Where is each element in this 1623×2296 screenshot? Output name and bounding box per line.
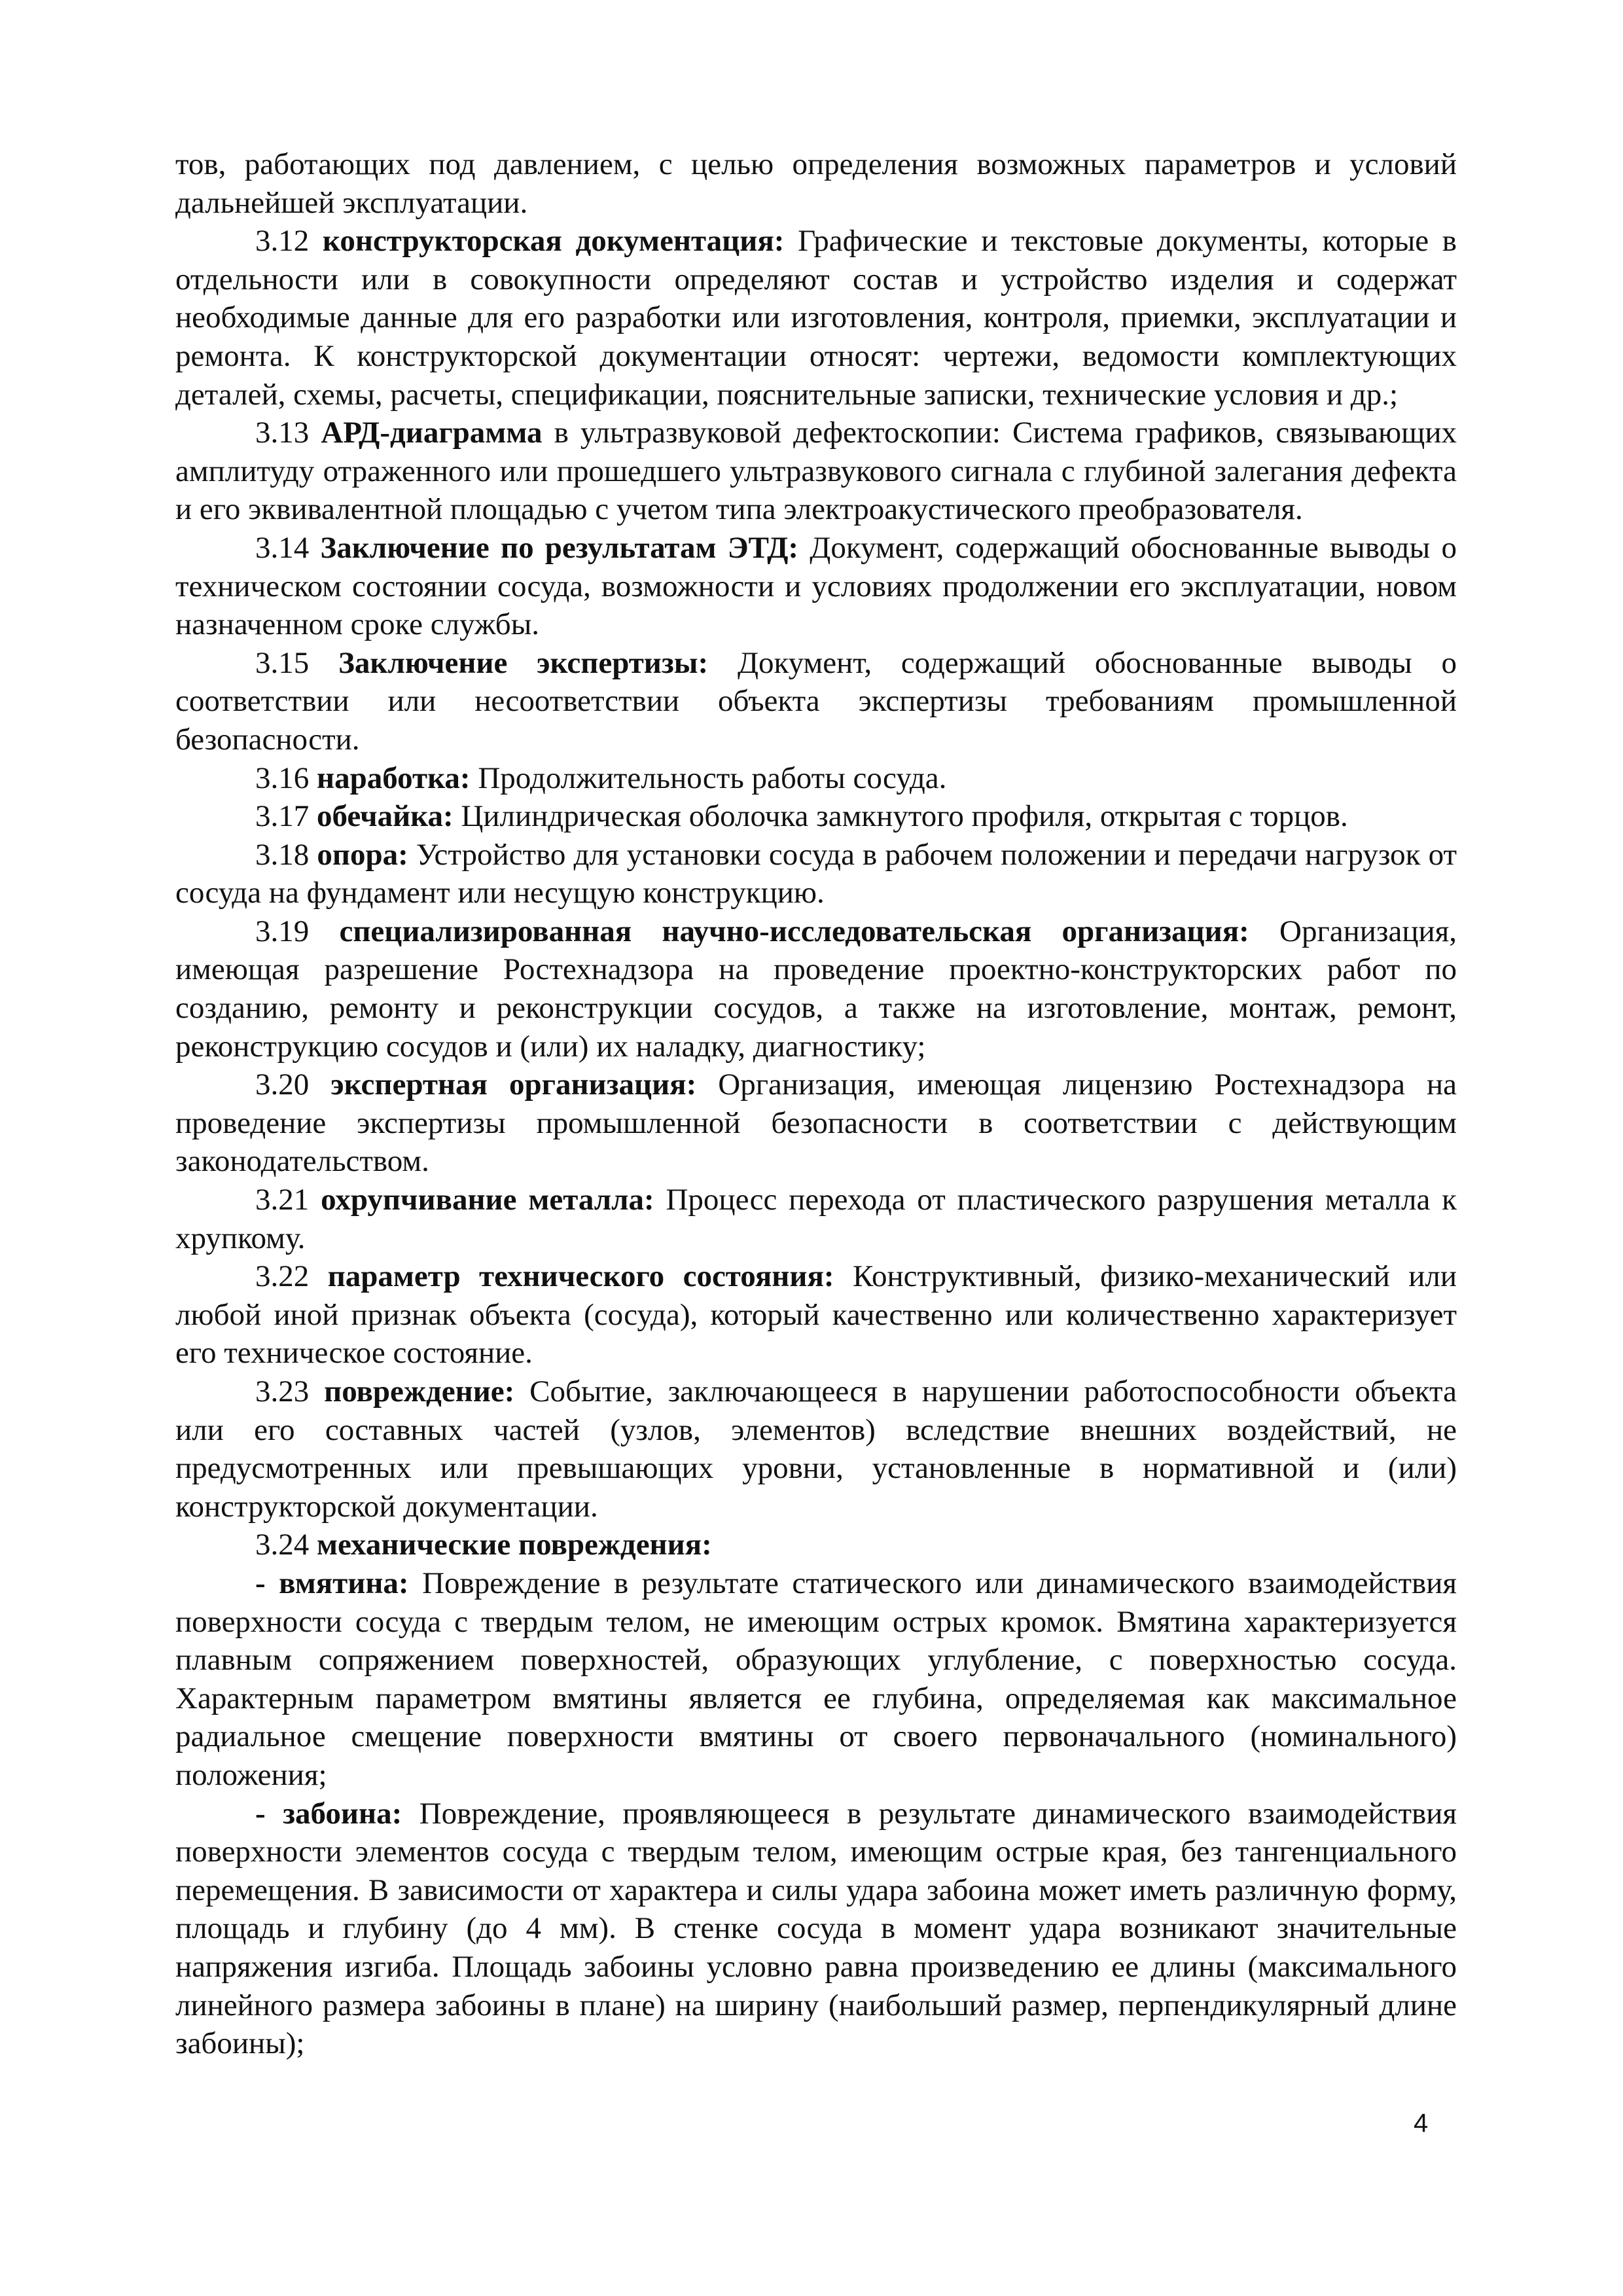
item-number: 3.22: [255, 1259, 328, 1294]
item-text: Документ, содержащий обоснованные выводы о соответствии или несоответствии объекта экспертизы требованиям промышленной безопасности.: [175, 645, 1457, 757]
document-body: [175, 145, 1457, 2063]
definition-3-21: [175, 1181, 1457, 1257]
definition-3-20: [175, 1066, 1457, 1181]
subdefinition-nick: [175, 1795, 1457, 2063]
item-text: Цилиндрическая оболочка замкнутого профиля, открытая с торцов.: [453, 799, 1348, 834]
item-text: Процесс перехода от пластического разрушения металла к хрупкому.: [175, 1183, 1457, 1255]
item-term: Заключение по результатам ЭТД:: [320, 530, 799, 565]
definition-3-23: [175, 1372, 1457, 1526]
item-number: 3.17: [255, 799, 317, 834]
item-number: 3.16: [255, 761, 317, 795]
item-term: Заключение экспертизы:: [338, 645, 709, 680]
definition-3-15: [175, 644, 1457, 759]
item-term: конструкторская документация:: [322, 224, 785, 259]
item-text: Организация, имеющая разрешение Ростехнадзора на проведение проектно-конструкторских работ по созданию, ремонту и реконструкции сосудов, а также на изготовление, монтаж, ремонт, реконструкцию сосудов и (или) их наладку, диагностику;: [175, 914, 1457, 1064]
definition-3-18: [175, 836, 1457, 912]
item-number: 3.14: [255, 530, 321, 565]
item-number: 3.23: [255, 1374, 325, 1408]
definition-3-24: [175, 1526, 1457, 1564]
definition-3-12: [175, 222, 1457, 414]
item-text: Устройство для установки сосуда в рабочем положении и передачи нагрузок от сосуда на фундамент или несущую конструкцию.: [175, 837, 1457, 910]
item-term: АРД-диаграмма: [321, 416, 543, 450]
definition-3-22: [175, 1257, 1457, 1372]
intro-paragraph: тов, работающих под давлением, с целью определения возможных параметров и условий дальнейшей эксплуатации.: [175, 147, 1457, 220]
item-term: экспертная организация:: [330, 1067, 697, 1102]
definition-3-13: [175, 414, 1457, 529]
subdefinition-dent: [175, 1564, 1457, 1795]
item-term: механические повреждения:: [317, 1528, 712, 1562]
item-number: 3.21: [255, 1183, 321, 1217]
page-number: 4: [1414, 2109, 1429, 2138]
subitem-term: - вмятина:: [255, 1566, 409, 1600]
item-term: опора:: [317, 837, 408, 872]
item-term: охрупчивание металла:: [321, 1183, 654, 1217]
item-text: Продолжительность работы сосуда.: [470, 761, 947, 795]
subitem-term: - забоина:: [255, 1796, 402, 1831]
item-number: 3.20: [255, 1067, 331, 1102]
definition-3-19: [175, 912, 1457, 1066]
item-number: 3.24: [255, 1528, 317, 1562]
item-term: повреждение:: [324, 1374, 515, 1408]
item-text: Документ, содержащий обоснованные выводы о техническом состоянии сосуда, возможности и условиях продолжении его эксплуатации, новом назначенном сроке службы.: [175, 530, 1457, 642]
subitem-text: Повреждение в результате статического или динамического взаимодействия поверхности сосуда с твердым телом, не имеющим острых кромок. Вмятина характеризуется плавным сопряжением поверхностей, образующих углубление, с поверхностью сосуда. Характерным параметром вмятины является ее глубина, определяемая как максимальное радиальное смещение поверхности вмятины от своего первоначального (номинального) положения;: [175, 1566, 1457, 1792]
item-term: специализированная научно-исследовательская организация:: [339, 914, 1249, 948]
subitem-text: Повреждение, проявляющееся в результате динамического взаимодействия поверхности элементов сосуда с твердым телом, имеющим острые края, без тангенциального перемещения. В зависимости от характера и силы удара забоина может иметь различную форму, площадь и глубину (до 4 мм). В стенке сосуда в момент удара возникают значительные напряжения изгиба. Площадь забоины условно равна произведению ее длины (максимального линейного размера забоины в плане) на ширину (наибольший размер, перпендикулярный длине забоины);: [175, 1796, 1457, 2061]
item-number: 3.19: [255, 914, 340, 948]
item-text: в ультразвуковой дефектоскопии: Система графиков, связывающих амплитуду отраженного или прошедшего ультразвукового сигнала с глубиной залегания дефекта и его эквивалентной площадью с учетом типа электроакустического преобразователя.: [175, 416, 1457, 527]
item-number: 3.13: [255, 416, 321, 450]
definition-3-16: [175, 759, 1457, 798]
item-number: 3.12: [255, 224, 323, 259]
item-text: Событие, заключающееся в нарушении работоспособности объекта или его составных частей (узлов, элементов) вследствие внешних воздействий, не предусмотренных или превышающих уровни, установленные в нормативной и (или) конструкторской документации.: [175, 1374, 1457, 1524]
definition-3-14: [175, 529, 1457, 644]
item-text: Организация, имеющая лицензию Ростехнадзора на проведение экспертизы промышленной безопасности в соответствии с действующим законодательством.: [175, 1067, 1457, 1179]
definition-3-17: [175, 797, 1457, 836]
item-term: наработка:: [317, 761, 471, 795]
item-number: 3.15: [255, 645, 339, 680]
item-number: 3.18: [255, 837, 317, 872]
item-term: параметр технического состояния:: [327, 1259, 834, 1294]
item-text: Графические и текстовые документы, которые в отдельности или в совокупности определяют состав и устройство изделия и содержат необходимые данные для его разработки или изготовления, контроля, приемки, эксплуатации и ремонта. К конструкторской документации относят: чертежи, ведомости комплектующих деталей, схемы, расчеты, спецификации, пояснительные записки, технические условия и др.;: [175, 224, 1457, 412]
item-term: обечайка:: [317, 799, 454, 834]
item-text: Конструктивный, физико-механический или любой иной признак объекта (сосуда), который качественно или количественно характеризует его техническое состояние.: [175, 1259, 1457, 1371]
